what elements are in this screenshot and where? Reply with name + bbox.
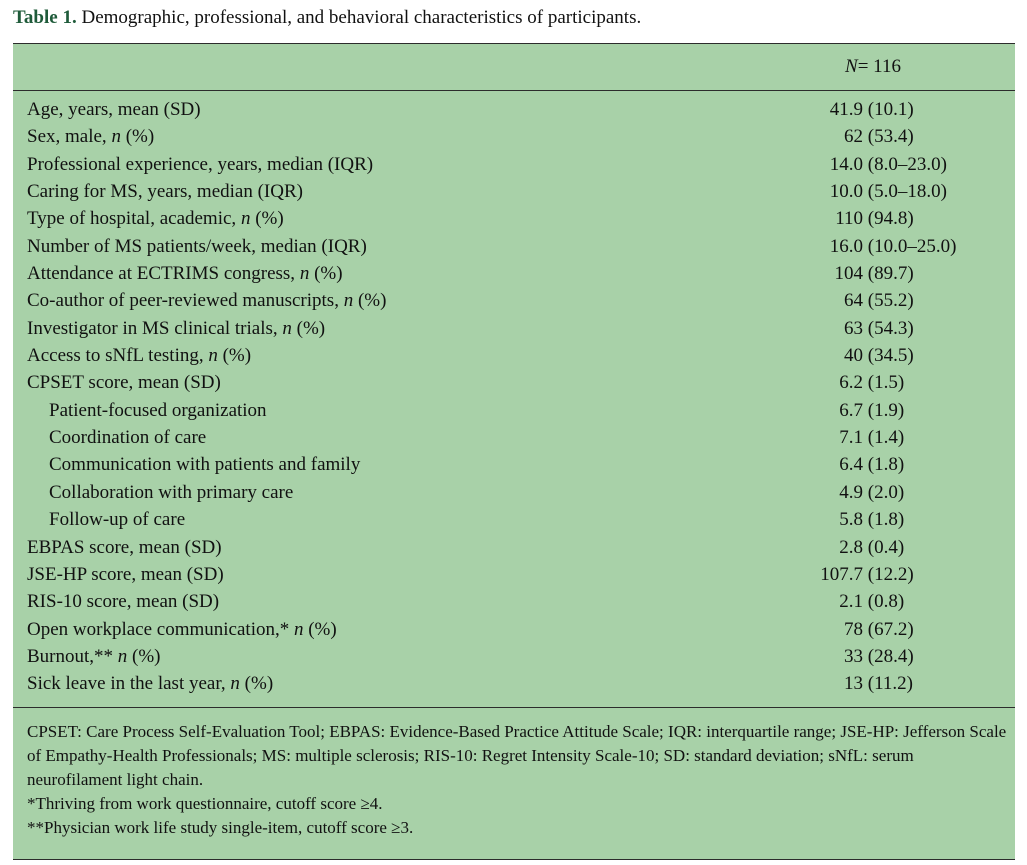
table-caption bbox=[13, 6, 641, 30]
row-label: Professional experience, years, median (IQR) bbox=[27, 153, 374, 175]
row-value: 14.0 (8.0–23.0) bbox=[829, 153, 947, 175]
footnote: CPSET: Care Process Self-Evaluation Tool; EBPAS: Evidence-Based Practice Attitude Scale; IQR: interquartile range; JSE-HP: Jefferson Scale of Empathy-Health Professionals; MS: multiple sclerosis; RIS-10: Regret Intensity Scale-10; SD: standard deviation; sNfL: serum neurofilament light chain. bbox=[27, 722, 1007, 789]
row-value: 62 (53.4) bbox=[844, 126, 914, 148]
row-label: Collaboration with primary care bbox=[49, 481, 294, 503]
table-row bbox=[13, 261, 1015, 288]
sample-size-value: = 116 bbox=[857, 56, 901, 77]
row-label: Co-author of peer-reviewed manuscripts, n (%) bbox=[27, 290, 387, 312]
table-row bbox=[13, 562, 1015, 589]
table-row bbox=[13, 316, 1015, 343]
sample-size-header bbox=[773, 56, 973, 78]
row-value: 6.2 (1.5) bbox=[839, 372, 905, 394]
table-row bbox=[13, 589, 1015, 616]
row-label: Follow-up of care bbox=[49, 509, 186, 531]
table-row bbox=[13, 617, 1015, 644]
table-row bbox=[13, 124, 1015, 151]
row-value: 2.8 (0.4) bbox=[839, 536, 905, 558]
table-subrow bbox=[13, 425, 1015, 452]
table-body bbox=[13, 97, 1015, 699]
row-value: 10.0 (5.0–18.0) bbox=[829, 181, 947, 203]
table-panel bbox=[13, 43, 1015, 860]
row-label: Attendance at ECTRIMS congress, n (%) bbox=[27, 263, 343, 285]
row-label: Age, years, mean (SD) bbox=[27, 99, 201, 120]
row-label: Patient-focused organization bbox=[49, 399, 267, 421]
table-caption-label: Table 1. bbox=[13, 7, 77, 28]
row-label: CPSET score, mean (SD) bbox=[27, 372, 221, 394]
row-label: Number of MS patients/week, median (IQR) bbox=[27, 235, 367, 257]
table-row bbox=[13, 370, 1015, 397]
table-row bbox=[13, 535, 1015, 562]
row-label: Investigator in MS clinical trials, n (%) bbox=[27, 317, 326, 339]
row-label: JSE-HP score, mean (SD) bbox=[27, 563, 224, 585]
table-row bbox=[13, 288, 1015, 315]
row-label: Type of hospital, academic, n (%) bbox=[27, 208, 284, 230]
row-value: 5.8 (1.8) bbox=[839, 509, 905, 531]
row-value: 63 (54.3) bbox=[844, 317, 914, 339]
footnote-divider bbox=[13, 707, 1015, 708]
row-value: 33 (28.4) bbox=[844, 645, 914, 667]
row-value: 78 (67.2) bbox=[844, 618, 914, 640]
table-subrow bbox=[13, 480, 1015, 507]
row-value: 64 (55.2) bbox=[844, 290, 914, 312]
row-label: Sick leave in the last year, n (%) bbox=[27, 673, 274, 695]
row-value: 6.7 (1.9) bbox=[839, 399, 905, 421]
table-subrow bbox=[13, 507, 1015, 534]
row-value: 40 (34.5) bbox=[844, 345, 914, 367]
table-subrow bbox=[13, 398, 1015, 425]
row-label: RIS-10 score, mean (SD) bbox=[27, 591, 220, 613]
row-label: Coordination of care bbox=[49, 427, 207, 449]
row-label: Burnout,** n (%) bbox=[27, 645, 161, 667]
row-label: EBPAS score, mean (SD) bbox=[27, 536, 222, 558]
footnote: **Physician work life study single-item, cutoff score ≥3. bbox=[27, 818, 414, 837]
table-row bbox=[13, 343, 1015, 370]
row-value: 41.9 (10.1) bbox=[829, 99, 914, 120]
row-value: 16.0 (10.0–25.0) bbox=[829, 235, 957, 257]
table-row bbox=[13, 206, 1015, 233]
table-row bbox=[13, 97, 1015, 124]
footnote: *Thriving from work questionnaire, cutoff score ≥4. bbox=[27, 794, 383, 813]
row-value: 2.1 (0.8) bbox=[839, 591, 905, 613]
row-value: 4.9 (2.0) bbox=[839, 481, 905, 503]
row-label: Caring for MS, years, median (IQR) bbox=[27, 181, 303, 203]
row-value: 7.1 (1.4) bbox=[839, 427, 905, 449]
table-row bbox=[13, 671, 1015, 698]
table-row bbox=[13, 234, 1015, 261]
row-value: 13 (11.2) bbox=[844, 673, 913, 695]
sample-size-symbol: N bbox=[845, 56, 858, 77]
table-caption-text: Demographic, professional, and behavioral characteristics of participants. bbox=[81, 7, 642, 28]
row-value: 6.4 (1.8) bbox=[839, 454, 905, 476]
row-value: 110 (94.8) bbox=[835, 208, 914, 230]
row-value: 104 (89.7) bbox=[834, 263, 914, 285]
table-row bbox=[13, 644, 1015, 671]
table-subrow bbox=[13, 452, 1015, 479]
row-label: Access to sNfL testing, n (%) bbox=[27, 345, 252, 367]
table-header-row bbox=[13, 44, 1015, 91]
row-label: Communication with patients and family bbox=[49, 454, 361, 476]
row-value: 107.7 (12.2) bbox=[820, 563, 914, 585]
table-row bbox=[13, 152, 1015, 179]
table-row bbox=[13, 179, 1015, 206]
table-footnotes bbox=[27, 720, 1012, 840]
row-label: Sex, male, n (%) bbox=[27, 126, 155, 148]
row-label: Open workplace communication,* n (%) bbox=[27, 618, 337, 640]
